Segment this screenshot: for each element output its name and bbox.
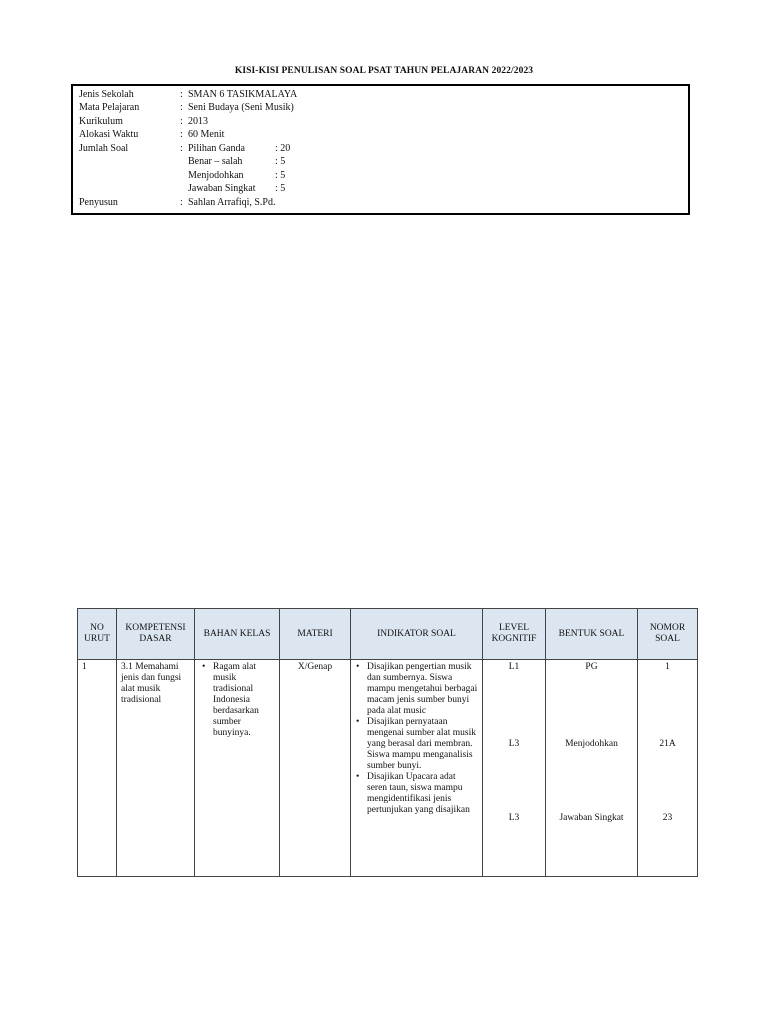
indikator-item: • Disajikan pengertian musik dan sumbernya. Siswa mampu mengetahui berbagai macam jenis sumber bunyi pada alat music <box>367 662 478 717</box>
info-label: Jenis Sekolah <box>79 89 134 100</box>
info-colon: : <box>180 102 183 113</box>
indikator-item: • Disajikan Upacara adat seren taun, siswa mampu mengidentifikasi jenis pertunjukan yang disajikan <box>367 772 478 816</box>
soal-type-count: : 5 <box>275 170 286 181</box>
info-label: Penyusun <box>79 197 118 208</box>
info-colon: : <box>180 129 183 140</box>
header-materi: MATERI <box>280 609 351 660</box>
cell-bentuk <box>546 660 638 877</box>
info-colon: : <box>180 89 183 100</box>
cell-nomor <box>638 660 698 877</box>
soal-type-count: : 5 <box>275 183 286 194</box>
cell-level <box>483 660 546 877</box>
cell-materi: X/Genap <box>280 660 351 877</box>
header-kompetensi-dasar: KOMPETENSI DASAR <box>117 609 195 660</box>
info-colon: : <box>180 197 183 208</box>
kisi-kisi-table <box>77 608 698 877</box>
level-value: L1 <box>508 662 520 672</box>
header-bentuk-soal: BENTUK SOAL <box>546 609 638 660</box>
info-value: 2013 <box>188 116 208 127</box>
header-indikator-soal: INDIKATOR SOAL <box>351 609 483 660</box>
soal-type-label: Jawaban Singkat <box>188 183 256 194</box>
header-no-urut: NO URUT <box>78 609 117 660</box>
indikator-item: • Disajikan pernyataan mengenai sumber alat musik yang berasal dari membran. Siswa mampu menganalisis sumber bunyi. <box>367 717 478 772</box>
level-value: L3 <box>508 739 520 749</box>
info-value: SMAN 6 TASIKMALAYA <box>188 89 298 100</box>
nomor-value: 23 <box>662 813 673 823</box>
bentuk-value: PG <box>585 662 598 672</box>
soal-type-label: Benar – salah <box>188 156 243 167</box>
table-header-row <box>78 609 698 660</box>
info-colon: : <box>180 116 183 127</box>
info-label: Kurikulum <box>79 116 123 127</box>
level-value: L3 <box>508 813 520 823</box>
bentuk-value: Menjodohkan <box>565 739 618 749</box>
info-label: Mata Pelajaran <box>79 102 140 113</box>
bentuk-value: Jawaban Singkat <box>559 813 624 823</box>
soal-type-count: : 5 <box>275 156 286 167</box>
info-value: Seni Budaya (Seni Musik) <box>188 102 294 113</box>
cell-kompetensi: 3.1 Memahami jenis dan fungsi alat musik tradisional <box>117 660 195 877</box>
cell-indikator <box>351 660 483 877</box>
info-label: Alokasi Waktu <box>79 129 139 140</box>
info-colon: : <box>180 143 183 154</box>
cell-no: 1 <box>78 660 117 877</box>
soal-type-count: : 20 <box>275 143 291 154</box>
info-value: 60 Menit <box>188 129 225 140</box>
soal-type-label: Pilihan Ganda <box>188 143 245 154</box>
document-title: KISI-KISI PENULISAN SOAL PSAT TAHUN PELAJARAN 2022/2023 <box>234 66 534 76</box>
nomor-value: 21A <box>659 739 676 749</box>
soal-type-label: Menjodohkan <box>188 170 244 181</box>
info-box <box>71 84 690 215</box>
info-label: Jumlah Soal <box>79 143 129 154</box>
header-bahan-kelas: BAHAN KELAS <box>195 609 280 660</box>
cell-bahan <box>195 660 280 877</box>
header-level-kognitif: LEVEL KOGNITIF <box>483 609 546 660</box>
nomor-value: 1 <box>665 662 670 672</box>
bahan-item: • Ragam alat musik tradisional Indonesia berdasarkan sumber bunyinya. <box>213 662 275 739</box>
table-row <box>78 660 698 877</box>
info-value: Sahlan Arrafiqi, S.Pd. <box>188 197 276 208</box>
header-nomor-soal: NOMOR SOAL <box>638 609 698 660</box>
